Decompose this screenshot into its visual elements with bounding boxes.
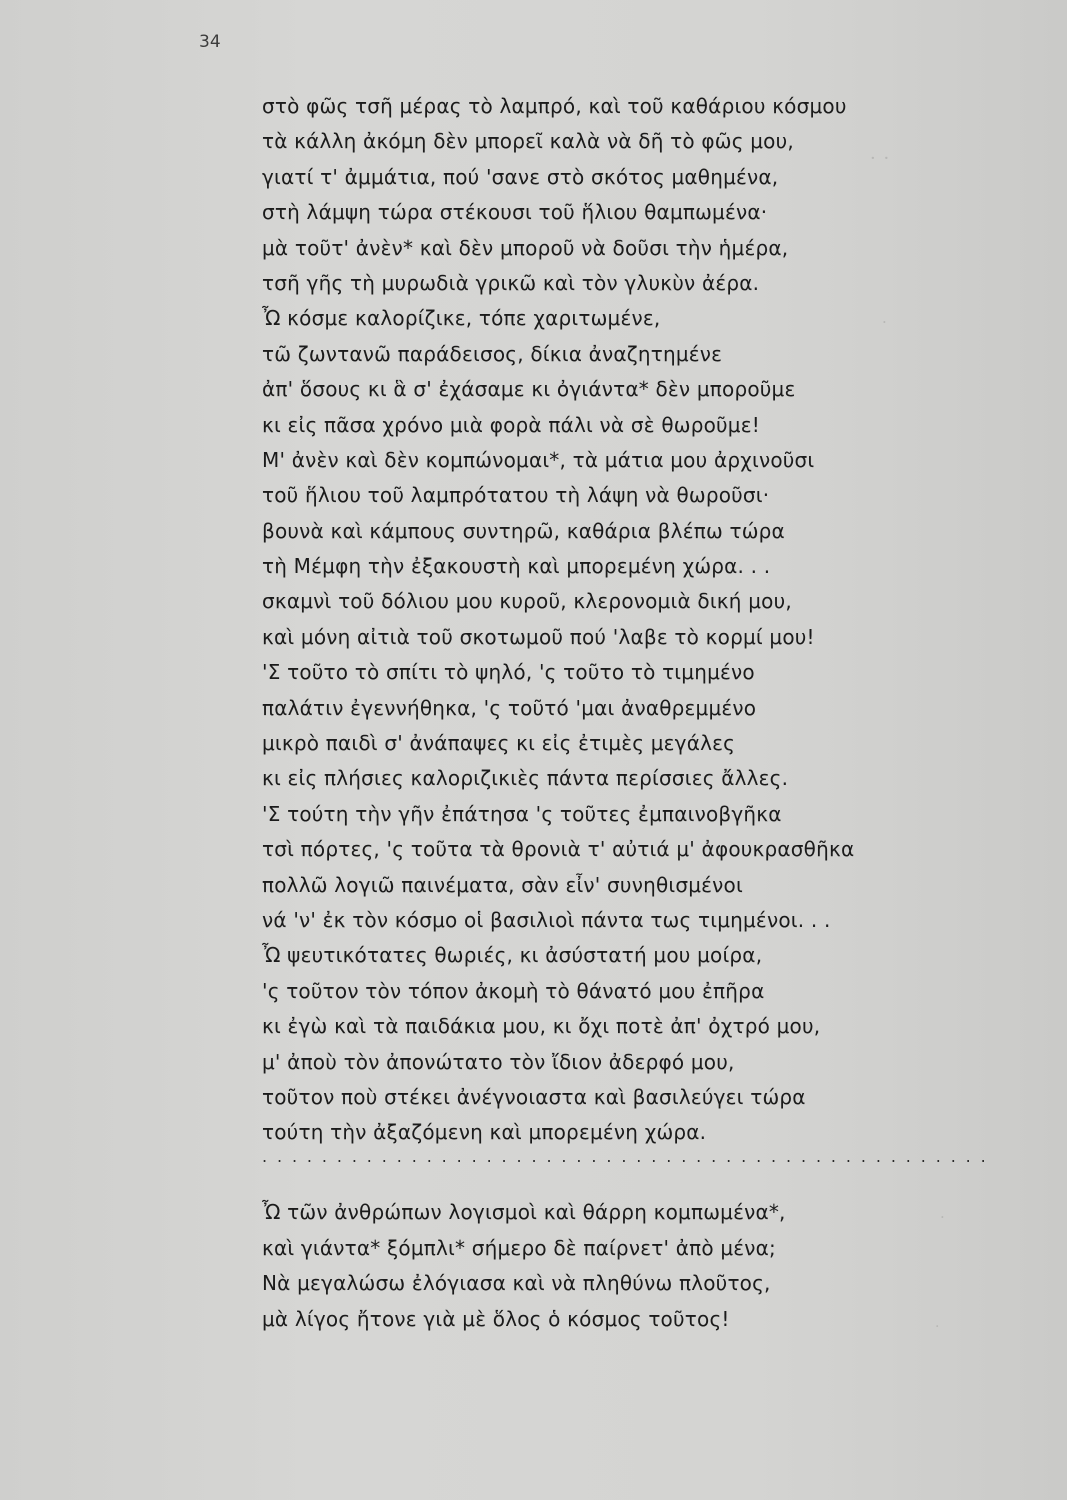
show-through-text: · · (870, 148, 891, 169)
poem-line: Νὰ μεγαλώσω ἐλόγιασα καὶ νὰ πληθύνω πλοῦτος, (262, 1271, 771, 1296)
poem-line: μὰ λίγος ἤτονε γιὰ μὲ ὅλος ὁ κόσμος τοῦτος! (262, 1307, 730, 1332)
poem-line: καὶ μόνη αἰτιὰ τοῦ σκοτωμοῦ πού 'λαβε τὸ κορμί μου! (262, 624, 815, 649)
poem-line: Ὦ ψευτικότατες θωριές, κι ἀσύστατή μου μοίρα, (262, 943, 763, 968)
show-through-text: · (882, 313, 887, 331)
poem-line: τούτη τὴν ἀξαζόμενη καὶ μπορεμένη χώρα. (262, 1120, 707, 1145)
poem-line: τσὶ πόρτες, 'ς τοῦτα τὰ θρονιὰ τ' αὐτιά μ' ἀφουκρασθῆκα (262, 837, 855, 862)
poem-text (262, 89, 982, 1151)
poem-line: 'Σ τούτη τὴν γῆν ἐπάτησα 'ς τοῦτες ἐμπαινοβγῆκα (262, 801, 782, 826)
poem-line: μὰ τοῦτ' ἀνὲν* καὶ δὲν μποροῦ νὰ δοῦσι τὴν ἡμέρα, (262, 235, 789, 260)
poem-line: σκαμνὶ τοῦ δόλιου μου κυροῦ, κλερονομιὰ δική μου, (262, 589, 792, 614)
page-number: 34 (199, 32, 221, 52)
poem-line: καὶ γιάντα* ξόμπλι* σήμερο δὲ παίρνετ' ἀπὸ μένα; (262, 1235, 776, 1260)
poem-line: τὰ κάλλη ἀκόμη δὲν μπορεῖ καλὰ νὰ δῆ τὸ φῶς μου, (262, 129, 794, 154)
poem-line: τὴ Μέμφη τὴν ἐξακουστὴ καὶ μπορεμένη χώρα. . . (262, 554, 771, 579)
poem-line: τῶ ζωντανῶ παράδεισος, δίκια ἀναζητημένε (262, 341, 723, 366)
poem-line: στὴ λάμψη τώρα στέκουσι τοῦ ἥλιου θαμπωμένα· (262, 200, 768, 225)
poem-line: γιατί τ' ἀμμάτια, πού 'σανε στὸ σκότος μαθημένα, (262, 164, 779, 189)
poem-line: ἀπ' ὅσους κι ἃ σ' ἐχάσαμε κι ὀγιάντα* δὲν μποροῦμε (262, 377, 796, 402)
poem-line: Ὦ κόσμε καλορίζικε, τόπε χαριτωμένε, (262, 306, 661, 331)
show-through-text: · (940, 1208, 945, 1226)
poem-line: 'ς τοῦτον τὸν τόπον ἀκομὴ τὸ θάνατό μου ἐπῆρα (262, 978, 765, 1003)
closing-stanza (262, 1195, 982, 1338)
poem-line: κι ἐγὼ καὶ τὰ παιδάκια μου, κι ὄχι ποτὲ ἀπ' ὀχτρό μου, (262, 1014, 821, 1039)
poem-line: κι εἰς πλήσιες καλοριζικιὲς πάντα περίσσιες ἄλλες. (262, 766, 789, 791)
poem-line: 'Σ τοῦτο τὸ σπίτι τὸ ψηλό, 'ς τοῦτο τὸ τιμημένο (262, 660, 755, 685)
poem-line: τοῦτον ποὺ στέκει ἀνέγνοιαστα καὶ βασιλεύγει τώρα (262, 1084, 806, 1109)
poem-line: Μ' ἀνὲν καὶ δὲν κομπώνομαι*, τὰ μάτια μου ἀρχινοῦσι (262, 447, 815, 472)
poem-line: πολλῶ λογιῶ παινέματα, σὰν εἶν' συνηθισμένοι (262, 872, 743, 897)
poem-line: τοῦ ἥλιου τοῦ λαμπρότατου τὴ λάψη νὰ θωροῦσι· (262, 483, 770, 508)
poem-line: κι εἰς πᾶσα χρόνο μιὰ φορὰ πάλι νὰ σὲ θωροῦμε! (262, 412, 760, 437)
poem-line: τσῆ γῆς τὴ μυρωδιὰ γρικῶ καὶ τὸν γλυκὺν ἀέρα. (262, 270, 760, 295)
poem-line: παλάτιν ἐγεννήθηκα, 'ς τοῦτό 'μαι ἀναθρεμμένο (262, 695, 757, 720)
poem-line: μικρὸ παιδὶ σ' ἀνάπαψες κι εἰς ἐτιμὲς μεγάλες (262, 731, 736, 756)
poem-line: μ' ἀποὺ τὸν ἀπονώτατο τὸν ἴδιον ἀδερφό μου, (262, 1049, 735, 1074)
poem-line: νά 'ν' ἐκ τὸν κόσμο οἱ βασιλιοὶ πάντα τως τιμημένοι. . . (262, 907, 831, 932)
ellipsis-separator: . . . . . . . . . . . . . . . . . . . . . . . . . . . . . . . . . . . . . . . . . . . . . . . . . (262, 1147, 989, 1166)
poem-line: στὸ φῶς τσῆ μέρας τὸ λαμπρό, καὶ τοῦ καθάριου κόσμου (262, 94, 847, 118)
poem-line: βουνὰ καὶ κάμπους συντηρῶ, καθάρια βλέπω τώρα (262, 518, 785, 543)
poem-line: Ὦ τῶν ἀνθρώπων λογισμοὶ καὶ θάρρη κομπωμένα*, (262, 1200, 786, 1224)
show-through-text: · (935, 1319, 940, 1335)
